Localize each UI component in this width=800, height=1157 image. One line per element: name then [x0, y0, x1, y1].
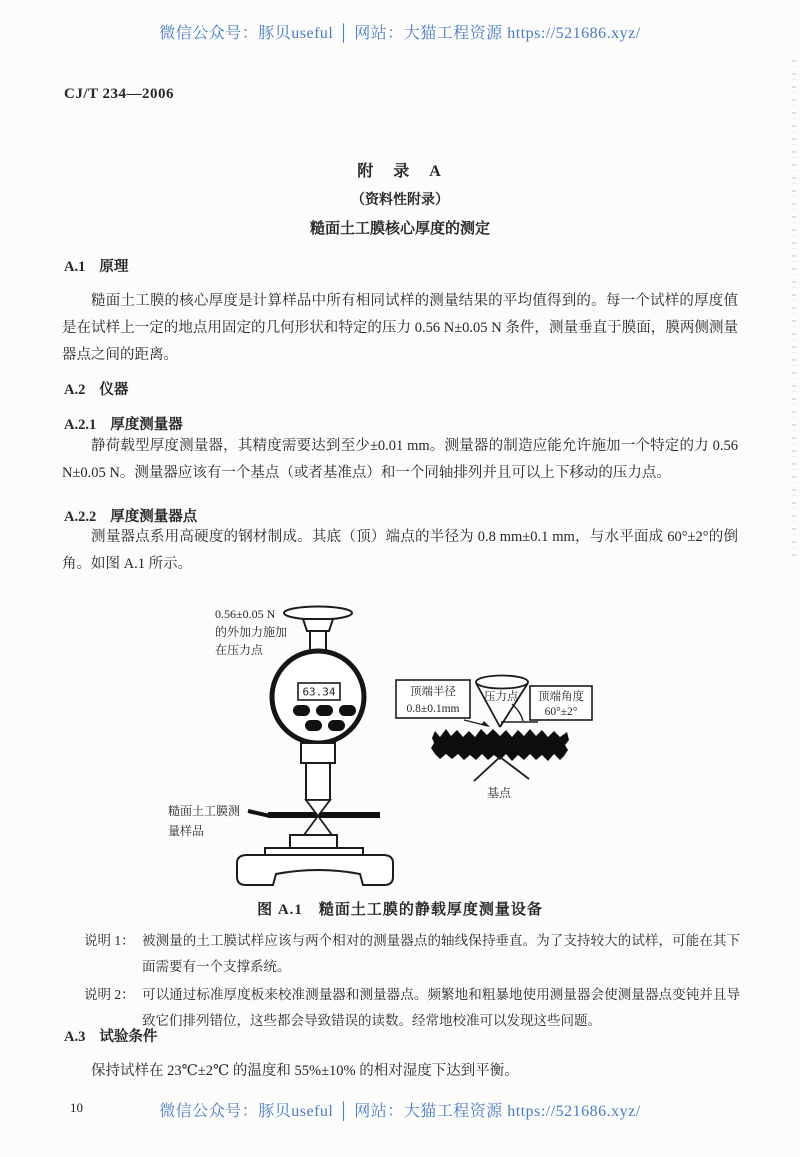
- applied-force-label: [215, 607, 287, 657]
- note-2-text: 可以通过标准厚度板来校准测量器和测量器点。频繁地和粗暴地使用测量器会使测量器点变钝并且导致它们排列错位，这些都会导致错误的读数。经常地校准可以发现这些问题。: [142, 987, 740, 1028]
- section-a1-name: 原理: [99, 259, 129, 275]
- pressure-point-label: 压力点: [484, 691, 519, 703]
- appendix-heading: 附 录 A: [357, 163, 443, 180]
- section-a3-name: 试验条件: [99, 1029, 158, 1045]
- standard-number: CJ/T 234—2006: [64, 86, 174, 102]
- gauge-top-cap: [284, 607, 352, 653]
- section-a1-heading: [64, 255, 128, 276]
- section-a22-paragraph: 测量器点系用高硬度的钢材制成。其底（顶）端点的半径为 0.8 mm±0.1 mm，与水平面成 60°±2°的倒角。如图 A.1 所示。: [62, 529, 738, 572]
- svg-text:在压力点: 在压力点: [215, 643, 264, 657]
- section-a21-number: A.2.1: [64, 417, 97, 433]
- appendix-subject: 糙面土工膜核心厚度的测定: [309, 221, 490, 237]
- sample-label: [168, 803, 240, 838]
- sample-membrane-line: [268, 812, 380, 818]
- svg-text:的外加力施加: 的外加力施加: [215, 625, 288, 639]
- section-a22-name: 厚度测量器点: [110, 509, 198, 525]
- section-a1-number: A.1: [64, 259, 86, 275]
- lower-base-point-cone: [304, 816, 332, 835]
- membrane-rough-band: [431, 729, 569, 761]
- appendix-title-block: [0, 158, 800, 238]
- note-1-text: 被测量的土工膜试样应该与两个相对的测量器点的轴线保持垂直。为了支持较大的试样，可能在其下面需要有一个支撑系统。: [142, 933, 740, 974]
- base-point-cone-lines: [474, 757, 529, 781]
- base-point-label: 基点: [487, 786, 512, 800]
- sample-label-pointer: [248, 811, 270, 816]
- thickness-gauge-diagram: [60, 590, 750, 895]
- gauge-spindle: [301, 743, 335, 800]
- section-a2-name: 仪器: [99, 382, 129, 398]
- anvil-stand: [237, 835, 393, 885]
- note-1-label: 说明 1：: [84, 933, 135, 948]
- note-1: [84, 928, 740, 980]
- tip-radius-callout: [396, 680, 490, 727]
- svg-text:量样品: 量样品: [168, 824, 205, 838]
- section-a3-heading: [64, 1025, 157, 1046]
- scan-edge-artifact: [792, 60, 796, 560]
- svg-text:0.56±0.05 N: 0.56±0.05 N: [215, 607, 276, 621]
- svg-text:糙面土工膜测: 糙面土工膜测: [168, 804, 241, 818]
- svg-text:顶端角度: 顶端角度: [538, 691, 584, 703]
- section-a21-name: 厚度测量器: [110, 417, 183, 433]
- tip-angle-callout: [530, 686, 592, 720]
- figure-a1-caption: 图 A.1 糙面土工膜的静载厚度测量设备: [257, 902, 543, 918]
- figure-notes: [84, 928, 740, 1036]
- svg-text:60°±2°: 60°±2°: [544, 706, 578, 718]
- section-a22-heading: [64, 505, 197, 526]
- gauge-dial: [272, 651, 364, 743]
- gauge-display-reading: 63.34: [302, 685, 336, 699]
- svg-text:0.8±0.1mm: 0.8±0.1mm: [406, 703, 460, 715]
- section-a2-heading: [64, 378, 128, 399]
- arrowhead-icon: [481, 721, 490, 727]
- appendix-kind: （资料性附录）: [351, 193, 449, 208]
- section-a21-heading: [64, 413, 183, 434]
- section-a1-paragraph: 糙面土工膜的核心厚度是计算样品中所有相同试样的测量结果的平均值得到的。每一个试样的厚度值是在试样上一定的地点用固定的几何形状和特定的压力 0.56 N±0.05 N 条件，测量垂直于膜面，膜两侧测量器点之间的距离。: [62, 293, 738, 363]
- header-watermark-banner: 微信公众号：豚贝useful │ 网站：大猫工程资源 https://521686.xyz/: [159, 25, 641, 42]
- note-2-label: 说明 2：: [84, 987, 135, 1002]
- footer-watermark-banner: 微信公众号：豚贝useful │ 网站：大猫工程资源 https://521686.xyz/: [159, 1103, 641, 1120]
- svg-text:顶端半径: 顶端半径: [410, 686, 456, 698]
- note-2: [84, 982, 740, 1034]
- section-a22-number: A.2.2: [64, 509, 97, 525]
- page-number: 10: [70, 1100, 83, 1115]
- section-a21-paragraph: 静荷载型厚度测量器，其精度需要达到至少±0.01 mm。测量器的制造应能允许施加一个特定的力 0.56 N±0.05 N。测量器应该有一个基点（或者基准点）和一个同轴排列并且可以上下移动的压力点。: [62, 438, 738, 481]
- figure-a1: [60, 590, 750, 895]
- section-a3-paragraph: 保持试样在 23℃±2℃ 的温度和 55%±10% 的相对湿度下达到平衡。: [91, 1063, 519, 1079]
- section-a2-number: A.2: [64, 382, 86, 398]
- section-a3-number: A.3: [64, 1029, 86, 1045]
